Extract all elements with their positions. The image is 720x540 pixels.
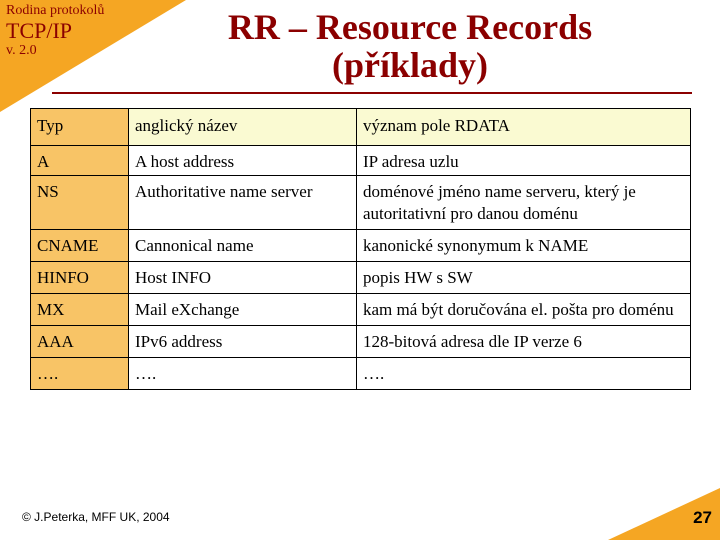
slide-title [170, 8, 650, 84]
resource-records-table [30, 108, 691, 390]
record-type-cell: HINFO [31, 262, 129, 294]
series-name: Rodina protokolů [6, 3, 105, 18]
rdata-meaning-cell: doménové jméno name serveru, který je autoritativní pro danou doménu [357, 176, 691, 230]
rdata-meaning-cell: IP adresa uzlu [357, 146, 691, 176]
table-row [31, 176, 691, 230]
table-header-row [31, 109, 691, 146]
header-cell-english-name: anglický název [129, 109, 357, 146]
table-row [31, 230, 691, 262]
record-type-cell: …. [31, 358, 129, 390]
english-name-cell: A host address [129, 146, 357, 176]
rdata-meaning-cell: kam má být doručována el. pošta pro doménu [357, 294, 691, 326]
rdata-meaning-cell: …. [357, 358, 691, 390]
record-type-cell: CNAME [31, 230, 129, 262]
record-type-cell: AAA [31, 326, 129, 358]
english-name-cell: Authoritative name server [129, 176, 357, 230]
record-type-cell: NS [31, 176, 129, 230]
slide-title-line2: (příklady) [331, 45, 489, 85]
series-version: v. 2.0 [6, 43, 37, 58]
series-label [6, 4, 104, 58]
table-row [31, 146, 691, 176]
page-number: 27 [693, 508, 712, 527]
record-type-cell: MX [31, 294, 129, 326]
table-row [31, 358, 691, 390]
series-topic: TCP/IP [6, 18, 73, 43]
rdata-meaning-cell: kanonické synonymum k NAME [357, 230, 691, 262]
header-cell-rdata-meaning: význam pole RDATA [357, 109, 691, 146]
english-name-cell: Mail eXchange [129, 294, 357, 326]
english-name-cell: Cannonical name [129, 230, 357, 262]
table-row [31, 294, 691, 326]
record-type-cell: A [31, 146, 129, 176]
table-row [31, 326, 691, 358]
english-name-cell: Host INFO [129, 262, 357, 294]
copyright-footer: © J.Peterka, MFF UK, 2004 [22, 510, 170, 524]
table-row [31, 262, 691, 294]
rdata-meaning-cell: popis HW s SW [357, 262, 691, 294]
rdata-meaning-cell: 128-bitová adresa dle IP verze 6 [357, 326, 691, 358]
slide-title-line1: RR – Resource Records [227, 7, 593, 47]
title-underline [52, 92, 692, 94]
english-name-cell: …. [129, 358, 357, 390]
english-name-cell: IPv6 address [129, 326, 357, 358]
header-cell-type: Typ [31, 109, 129, 146]
